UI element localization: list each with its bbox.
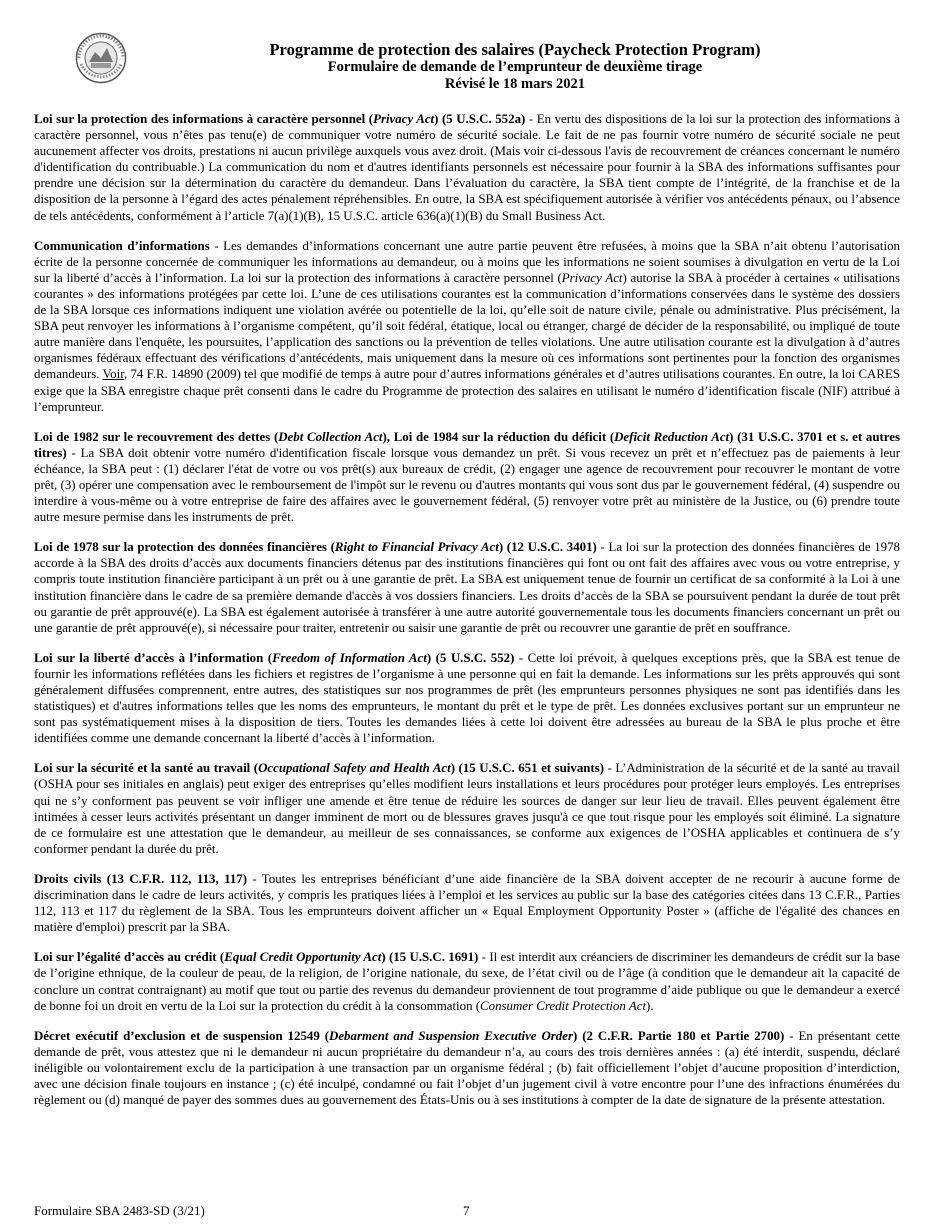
section-privacy-act bbox=[34, 111, 900, 224]
section-heading: Loi sur l’égalité d’accès au crédit (Equal Credit Opportunity Act) (15 U.S.C. 1691) bbox=[34, 950, 479, 965]
document-body bbox=[34, 111, 900, 1122]
section-foia bbox=[34, 650, 900, 747]
document-subtitle: Formulaire de demande de l’emprunteur de deuxième tirage bbox=[327, 59, 703, 75]
section-heading: Droits civils (13 C.F.R. 112, 113, 117) bbox=[34, 871, 248, 886]
document-title: Programme de protection des salaires (Paycheck Protection Program) bbox=[269, 40, 761, 59]
section-osha bbox=[34, 760, 900, 857]
section-text: - En vertu des dispositions de la loi sur la protection des informations à caractère personnel, vous n’êtes pas tenu(e) de communiquer votre numéro de sécurité sociale. Le fait de ne pas fournir votre numéro de sécurité sociale ne peut aucunement affecter vos droits, prestations ni aucun privilège auxquels vous avez droit. (Mais voir ci-dessous l'avis de recouvrement de créances concernant le numéro d'identification du contribuable.) La communication du nom et d'autres identifiants personnels est nécessaire pour fournir à la SBA des informations suffisantes pour prendre une décision sur la détermination du caractère du demandeur. Dans l’évaluation du caractère, la SBA tient compte de l’intégrité, de la franchise et de la disposition de la personne à l’égard des actes pénalement répréhensibles. En outre, la SBA est spécifiquement autorisée à vérifier vos antécédents pénaux, ou l’absence de tels antécédents, conformément à l’article 7(a)(1)(B), 15 U.S.C. article 636(a)(1)(B) du Small Business Act. bbox=[34, 112, 900, 223]
voir-reference: Voir bbox=[102, 367, 124, 382]
section-heading: Loi sur la protection des informations à caractère personnel (Privacy Act) (5 U.S.C. 552a) bbox=[34, 112, 526, 126]
section-heading: Loi de 1982 sur le recouvrement des dettes (Debt Collection Act), Loi de 1984 sur la réduction du déficit (Deficit Reduction Act) (31 U.S.C. 3701 et s. et autres titres) bbox=[34, 429, 901, 460]
page-number: 7 bbox=[463, 1203, 470, 1218]
document-header bbox=[150, 40, 880, 93]
section-debarment bbox=[34, 1028, 900, 1108]
section-heading: Décret exécutif d’exclusion et de suspension 12549 (Debarment and Suspension Executive Order) (2 C.F.R. Partie 180 et Partie 2700) bbox=[34, 1028, 785, 1043]
section-text: - L’Administration de la sécurité et de la santé au travail (OSHA pour ses initiales en anglais) peut exiger des entreprises qu’elles modifient leurs installations et leurs procédures pour protéger leurs employés. Les entreprises qui ne s’y conforment pas peuvent se voir infliger une amende et être tenue de réduire les sources de danger sur leur lieu de travail. Elles peuvent également être intimées à cesser leurs activités présentant un danger imminent de mort ou de blessures graves jusqu'à ce que tout risque pour les employés soit éliminé. La signature de ce formulaire est une attestation que le demandeur, au meilleur de ses connaissances, se conforme aux exigences de l’OSHA applicables et continuera de s’y conformer pendant la durée du prêt. bbox=[34, 761, 901, 856]
section-text: - Toutes les entreprises bénéficiant d’une aide financière de la SBA doivent accepter de ne recourir à aucune forme de discrimination dans le cadre de leurs activités, y compris les pratiques liées à l’emploi et les services au public sur la base des catégories citées dans 13 C.F.R., Parties 112, 113 et 117 du règlement de la SBA. Tous les emprunteurs doivent afficher un « Equal Employment Opportunity Poster » (affiche de l'égalité des chances en matière d'emploi) prescrit par la SBA. bbox=[34, 871, 900, 935]
section-civil-rights bbox=[34, 871, 900, 935]
sba-seal-logo bbox=[75, 32, 127, 84]
section-disclosure: Communication d’informations - Les demandes d’informations concernant une autre partie peuvent être refusées, à moins que la SBA n’ait obtenu l’autorisation écrite de la personne concernée de communiquer les informations au demandeur, ou à moins que les informations ne soient soumises à divulgation en vertu de la Loi sur la liberté d’accès à l’information. La loi sur la protection des informations à caractère personnel (Privacy Act) autorise la SBA à procéder à certaines « utilisations courantes » des informations protégées par cette loi. L’une de ces utilisations courantes est la communication d’informations conservées dans le système des dossiers de la SBA lorsque ces informations indiquent une violation avérée ou potentielle de la loi, qu’elle soit de nature civile, pénale ou administrative. Plus précisément, la SBA peut renvoyer les informations à l’organisme compétent, qu’il soit fédéral, étatique, local ou étranger, chargé de décider de la responsabilité, ou impliqué de toute autre manière dans l'enquête, les poursuites, l’application des sanctions ou la prévention de telles violations. Une autre utilisation courante est la divulgation à d’autres organismes fédéraux effectuant des vérifications d’antécédents, mais uniquement dans la mesure où ces informations sont pertinentes pour la fonction des organismes demandeurs. Voir, 74 F.R. 14890 (2009) tel que modifié de temps à autre pour d’autres informations générales et d’autres utilisations courantes. En outre, la loi CARES exige que la SBA enregistre chaque prêt consenti dans le cadre du Programme de protection des salaires en utilisant le numéro d’identification fiscale (NIF) attribué à l’emprunteur. bbox=[34, 238, 901, 414]
section-heading: Loi sur la liberté d’accès à l’information (Freedom of Information Act) (5 U.S.C. 552) bbox=[34, 650, 515, 665]
section-equal-credit: Loi sur l’égalité d’accès au crédit (Equal Credit Opportunity Act) (15 U.S.C. 1691) - Il est interdit aux créanciers de discriminer les demandeurs de crédit sur la base de l’origine ethnique, de la couleur de peau, de la religion, de l’origine nationale, du sexe, de l’état civil ou de l’âge (à condition que le demandeur ait la capacité de conclure un contrat contraignant) au motif que tout ou partie des revenus du demandeur proviennent de tout programme d’aide publique ou que le demandeur a exercé de bonne foi un droit en vertu de la Loi sur la protection du crédit à la consommation (Consumer Credit Protection Act). bbox=[34, 950, 900, 1013]
form-identifier: Formulaire SBA 2483-SD (3/21) bbox=[34, 1203, 205, 1218]
section-financial-privacy bbox=[34, 539, 900, 636]
section-text: - En présentant cette demande de prêt, vous attestez que ni le demandeur ni aucun propriétaire du demandeur n’a, au cours des trois dernières années : (a) été interdit, suspendu, déclaré inéligible ou volontairement exclu de la participation à une transaction par un organisme fédéral ; (b) fait officiellement l’objet d’aucune proposition d’interdiction, avec une décision finale toujours en instance ; (c) été inculpé, condamné ou fait l’objet d’un jugement civil à votre encontre pour l’une des infractions énumérées du règlement ou (d) manqué de payer des sommes dues au gouvernement des États-Unis ou à ses institutions à compter de la date de signature de la présente attestation. bbox=[34, 1028, 901, 1108]
section-text: - Cette loi prévoit, à quelques exceptions près, que la SBA est tenue de fournir les informations reflétées dans les fichiers et registres de l’organisme à une personne qui en fait la demande. Les informations sur les prêts approuvés qui sont généralement diffusées comprennent, entre autres, des statistiques sur nos programmes de prêt (les emprunteurs personnes physiques ne sont pas identifiés dans les statistiques) et d'autres informations telles que les noms des emprunteurs, le montant du prêt et le type de prêt. Les données exclusives portant sur un emprunteur ne sont pas systématiquement mises à la disposition de tiers. Toutes les demandes liées à cette loi doivent être adressées au bureau de la SBA le plus proche et être identifiées comme une demande concernant la liberté d’accès à l’information. bbox=[34, 650, 900, 746]
revision-date: Révisé le 18 mars 2021 bbox=[444, 76, 586, 92]
section-heading: Loi sur la sécurité et la santé au travail (Occupational Safety and Health Act) (15 U.S.C. 651 et suivants) bbox=[34, 761, 605, 776]
section-text: - La loi sur la protection des données financières de 1978 accorde à la SBA des droits d’accès aux documents financiers détenus par des institutions financières qui font ou ont fait des affaires avec vous ou votre entreprise, y compris toute institution financière participant à un prêt ou à une garantie de prêt. La SBA est uniquement tenue de fournir un certificat de sa conformité à la Loi à une institution financière dans le cadre de sa première demande d'accès à vos dossiers financiers. Les droits d’accès de la SBA se poursuivent pendant la durée de tout prêt ou garantie de prêt approuvé(e). La SBA est également autorisée à transférer à une autre autorité gouvernementale tous les documents financiers concernant un prêt ou une garantie de prêt approuvé(e), si nécessaire pour traiter, entretenir ou saisir une garantie de prêt ou recouvrer une garantie de prêt en souffrance. bbox=[34, 540, 900, 635]
section-text: - La SBA doit obtenir votre numéro d'identification fiscale lorsque vous demandez un prêt. Si vous recevez un prêt et n’effectuez pas de paiements à leur échéance, la SBA peut : (1) déclarer l'état de votre ou vos prêt(s) aux bureaux de crédit, (2) engager une agence de recouvrement pour recouvrer le montant de votre prêt, (3) opérer une compensation avec le remboursement de l'impôt sur le revenu ou d'autres montants qui vous sont dus par le gouvernement fédéral, (4) suspendre ou interdire à vous-même ou à votre entreprise de faire des affaires avec le gouvernement fédéral, (5) renvoyer votre prêt au ministère de la Justice, ou (6) prendre toute autre mesure permise dans les instruments de prêt. bbox=[34, 445, 900, 525]
section-heading: Loi de 1978 sur la protection des données financières (Right to Financial Privacy Act) (12 U.S.C. 3401) bbox=[34, 540, 597, 555]
section-heading: Communication d’informations bbox=[34, 238, 210, 253]
section-debt-collection bbox=[34, 429, 900, 526]
